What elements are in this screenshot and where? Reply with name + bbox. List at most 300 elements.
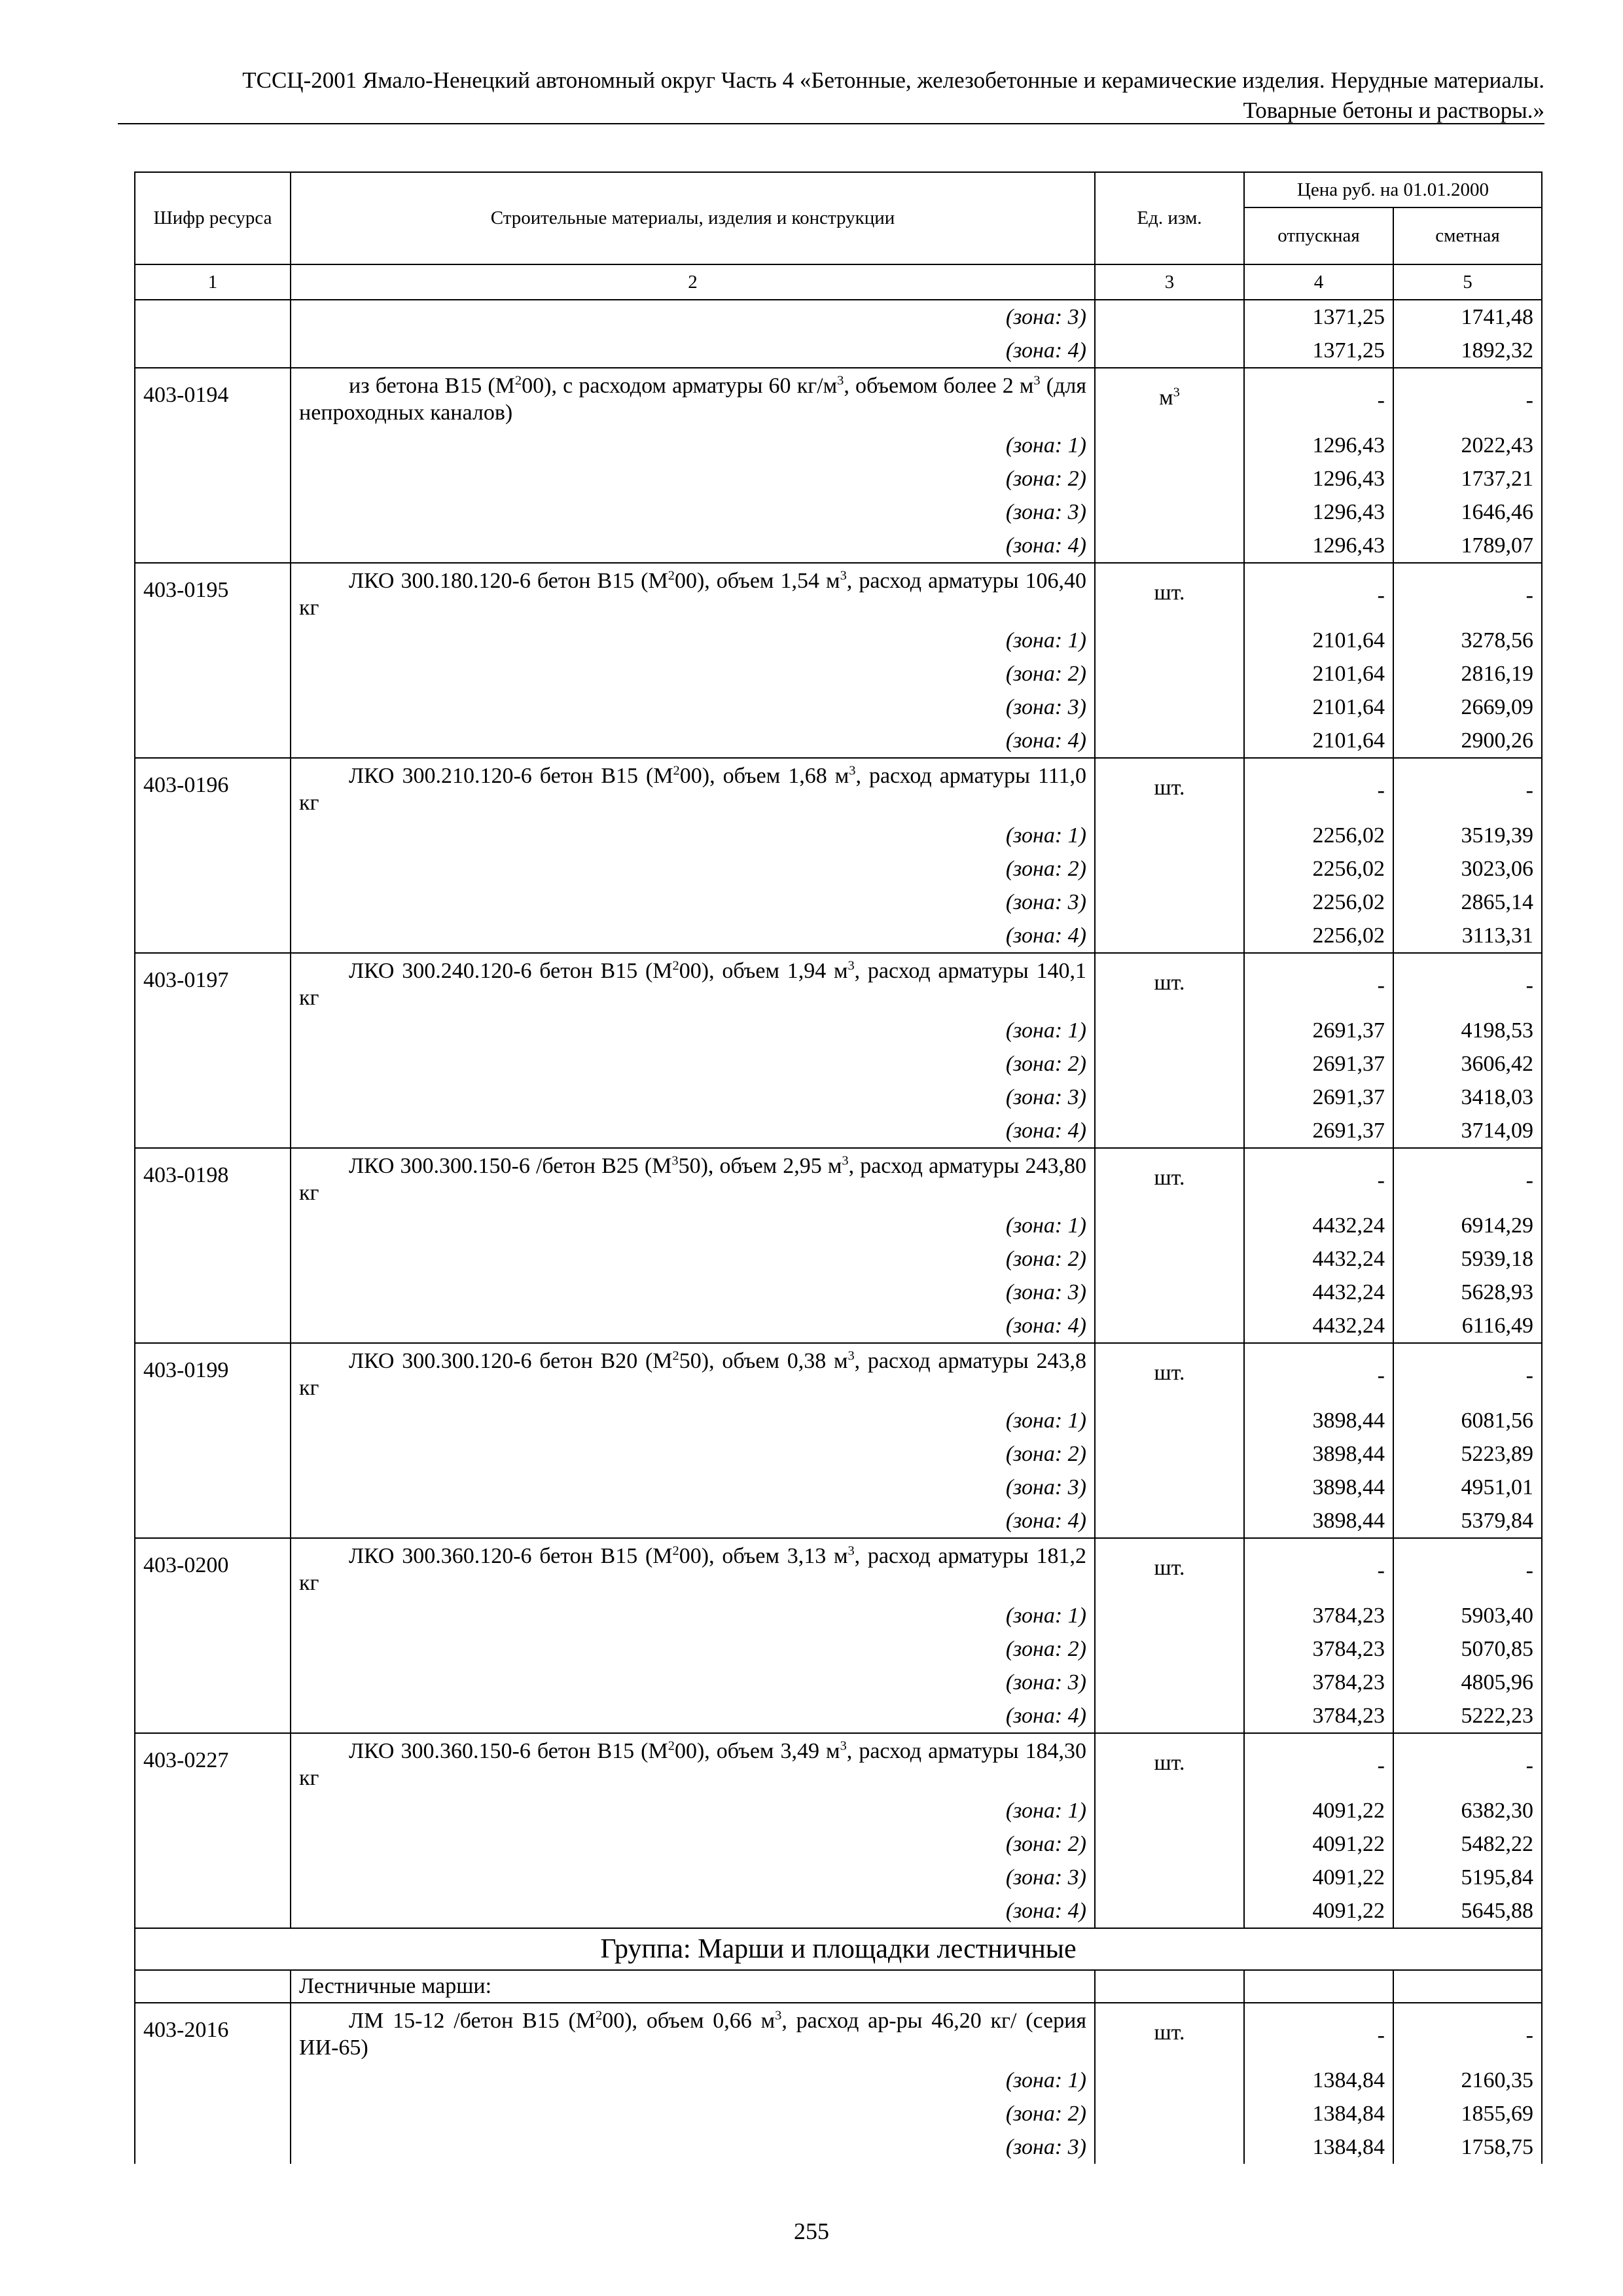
release-price: -: [1244, 368, 1393, 429]
item-row: [135, 368, 1542, 429]
zone-label: (зона: 1): [291, 1599, 1095, 1632]
col-number: 4: [1244, 264, 1393, 300]
zone-label: (зона: 2): [291, 1827, 1095, 1861]
release-price: 1296,43: [1244, 429, 1393, 462]
unit-cell-empty: [1095, 495, 1244, 529]
group-row: [135, 1928, 1542, 1970]
unit-cell-empty: [1095, 2097, 1244, 2130]
zone-label: (зона: 4): [291, 724, 1095, 758]
zone-row: [135, 1242, 1542, 1276]
unit-of-measure: шт.: [1095, 1733, 1244, 1794]
zone-row: [135, 2130, 1542, 2164]
estimate-price: -: [1393, 1343, 1542, 1404]
estimate-price: 1789,07: [1393, 529, 1542, 563]
resource-code: 403-0199: [135, 1343, 291, 1404]
col-number: 5: [1393, 264, 1542, 300]
code-cell-empty: [135, 1047, 291, 1081]
estimate-price: 3606,42: [1393, 1047, 1542, 1081]
zone-row: [135, 429, 1542, 462]
release-price: -: [1244, 1148, 1393, 1209]
release-price: 3784,23: [1244, 1666, 1393, 1699]
estimate-price: 1855,69: [1393, 2097, 1542, 2130]
zone-label: (зона: 1): [291, 1404, 1095, 1437]
estimate-price: 5222,23: [1393, 1699, 1542, 1733]
item-description: ЛКО 300.300.150-6 /бетон В25 $(М^350)$, объем 2,95 $м^3$, расход арматуры 243,80 кг: [291, 1148, 1095, 1209]
code-cell-empty: [135, 1699, 291, 1733]
zone-label: (зона: 1): [291, 2064, 1095, 2097]
unit-cell-empty: [1095, 1632, 1244, 1666]
resource-code: 403-0198: [135, 1148, 291, 1209]
item-description: из бетона В15 $(М^200)$, с расходом арматуры 60 $кг/м^3$, объемом более 2 $м^3$ (для непроходных каналов): [291, 368, 1095, 429]
code-cell-empty: [135, 1242, 291, 1276]
col-header-estimate: сметная: [1393, 207, 1542, 264]
zone-label: (зона: 3): [291, 495, 1095, 529]
zone-label: (зона: 3): [291, 1471, 1095, 1504]
release-price: 3898,44: [1244, 1504, 1393, 1538]
unit-cell-empty: [1095, 886, 1244, 919]
header-line-1: ТССЦ-2001 Ямало-Ненецкий автономный округ Часть 4 «Бетонные, железобетонные и керамические изделия. Нерудные материалы.: [242, 67, 1544, 93]
zone-row: [135, 1437, 1542, 1471]
release-price: -: [1244, 1538, 1393, 1599]
unit-cell-empty: [1095, 919, 1244, 953]
release-price: 4091,22: [1244, 1894, 1393, 1928]
estimate-price: -: [1393, 2003, 1542, 2064]
zone-row: [135, 495, 1542, 529]
zone-label: (зона: 3): [291, 1081, 1095, 1114]
code-cell-empty: [135, 1081, 291, 1114]
subgroup-title: Лестничные марши:: [291, 1970, 1095, 2003]
group-title: Группа: Марши и площадки лестничные: [135, 1928, 1542, 1970]
zone-row: [135, 1794, 1542, 1827]
zone-label: (зона: 1): [291, 1014, 1095, 1047]
code-cell-empty: [135, 1827, 291, 1861]
page-number: 255: [794, 2218, 829, 2244]
unit-cell-empty: [1095, 1794, 1244, 1827]
code-cell-empty: [135, 1404, 291, 1437]
release-price: -: [1244, 1343, 1393, 1404]
release-price: 3784,23: [1244, 1632, 1393, 1666]
zone-row: [135, 1894, 1542, 1928]
unit-of-measure: шт.: [1095, 953, 1244, 1014]
zone-row: [135, 1081, 1542, 1114]
zone-label: (зона: 2): [291, 462, 1095, 495]
estimate-price: 2669,09: [1393, 691, 1542, 724]
zone-row: [135, 1861, 1542, 1894]
release-price: 2101,64: [1244, 724, 1393, 758]
unit-cell-empty: [1095, 1471, 1244, 1504]
zone-row: [135, 691, 1542, 724]
estimate-price: 3113,31: [1393, 919, 1542, 953]
code-cell-empty: [135, 2064, 291, 2097]
zone-label: (зона: 2): [291, 657, 1095, 691]
estimate-price: 5223,89: [1393, 1437, 1542, 1471]
code-cell-empty: [135, 2097, 291, 2130]
price-cell-empty: [1393, 1970, 1542, 2003]
release-price: -: [1244, 1733, 1393, 1794]
item-description: ЛКО 300.210.120-6 бетон В15 $(М^200)$, объем 1,68 $м^3$, расход арматуры 111,0 кг: [291, 758, 1095, 819]
release-price: -: [1244, 2003, 1393, 2064]
zone-row: [135, 462, 1542, 495]
zone-label: (зона: 2): [291, 1047, 1095, 1081]
unit-of-measure: шт.: [1095, 563, 1244, 624]
code-cell-empty: [135, 1894, 291, 1928]
code-cell-empty: [135, 1861, 291, 1894]
col-header-code: Шифр ресурса: [135, 172, 291, 264]
release-price: 1371,25: [1244, 334, 1393, 368]
code-cell-empty: [135, 852, 291, 886]
release-price: 1371,25: [1244, 300, 1393, 334]
unit-cell-empty: [1095, 624, 1244, 657]
zone-row: [135, 1471, 1542, 1504]
resource-code: 403-0197: [135, 953, 291, 1014]
zone-row: [135, 624, 1542, 657]
running-header: [118, 65, 1544, 126]
release-price: 2691,37: [1244, 1114, 1393, 1148]
item-row: [135, 758, 1542, 819]
item-row: [135, 1148, 1542, 1209]
estimate-price: 2900,26: [1393, 724, 1542, 758]
zone-label: (зона: 3): [291, 1861, 1095, 1894]
unit-cell-empty: [1095, 429, 1244, 462]
subgroup-row: [135, 1970, 1542, 2003]
zone-row: [135, 657, 1542, 691]
resource-code: 403-0200: [135, 1538, 291, 1599]
unit-cell-empty: [1095, 1894, 1244, 1928]
code-cell-empty: [135, 919, 291, 953]
zone-row: [135, 1632, 1542, 1666]
code-cell-empty: [135, 1276, 291, 1309]
release-price: 1384,84: [1244, 2064, 1393, 2097]
unit-cell-empty: [1095, 1047, 1244, 1081]
unit-cell-empty: [1095, 334, 1244, 368]
release-price: 3898,44: [1244, 1437, 1393, 1471]
code-cell-empty: [135, 1437, 291, 1471]
resource-code: 403-0195: [135, 563, 291, 624]
code-cell-empty: [135, 1504, 291, 1538]
unit-cell-empty: [1095, 1504, 1244, 1538]
unit-cell-empty: [1095, 819, 1244, 852]
zone-row: [135, 1404, 1542, 1437]
unit-cell-empty: [1095, 1699, 1244, 1733]
resource-code: 403-0227: [135, 1733, 291, 1794]
release-price: 2101,64: [1244, 624, 1393, 657]
zone-row: [135, 1599, 1542, 1632]
zone-row: [135, 1309, 1542, 1343]
release-price: 1296,43: [1244, 462, 1393, 495]
estimate-price: 3418,03: [1393, 1081, 1542, 1114]
estimate-price: 1892,32: [1393, 334, 1542, 368]
release-price: 2691,37: [1244, 1047, 1393, 1081]
unit-cell-empty: [1095, 1861, 1244, 1894]
col-header-name: Строительные материалы, изделия и конструкции: [291, 172, 1095, 264]
col-header-price: Цена руб. на 01.01.2000: [1244, 172, 1542, 207]
code-cell-empty: [135, 300, 291, 334]
release-price: 2691,37: [1244, 1081, 1393, 1114]
estimate-price: 5482,22: [1393, 1827, 1542, 1861]
estimate-price: 2160,35: [1393, 2064, 1542, 2097]
zone-label: (зона: 3): [291, 1666, 1095, 1699]
estimate-price: 6081,56: [1393, 1404, 1542, 1437]
item-description: ЛКО 300.360.120-6 бетон В15 $(М^200)$, объем 3,13 $м^3$, расход арматуры 181,2 кг: [291, 1538, 1095, 1599]
code-cell-empty: [135, 724, 291, 758]
estimate-price: 5070,85: [1393, 1632, 1542, 1666]
unit-cell-empty: [1095, 529, 1244, 563]
col-number: 1: [135, 264, 291, 300]
zone-row: [135, 300, 1542, 334]
unit-cell-empty: [1095, 1970, 1244, 2003]
zone-row: [135, 1209, 1542, 1242]
code-cell-empty: [135, 495, 291, 529]
price-table-head: [135, 172, 1542, 300]
zone-row: [135, 1114, 1542, 1148]
code-cell-empty: [135, 1114, 291, 1148]
zone-label: (зона: 1): [291, 1209, 1095, 1242]
zone-label: (зона: 3): [291, 886, 1095, 919]
unit-of-measure: шт.: [1095, 1343, 1244, 1404]
unit-of-measure: шт.: [1095, 758, 1244, 819]
release-price: 4432,24: [1244, 1209, 1393, 1242]
estimate-price: 6116,49: [1393, 1309, 1542, 1343]
unit-cell-empty: [1095, 300, 1244, 334]
release-price: 1384,84: [1244, 2097, 1393, 2130]
code-cell-empty: [135, 529, 291, 563]
unit-cell-empty: [1095, 1014, 1244, 1047]
unit-cell-empty: [1095, 691, 1244, 724]
estimate-price: 6382,30: [1393, 1794, 1542, 1827]
unit-cell-empty: [1095, 1081, 1244, 1114]
resource-code: 403-0196: [135, 758, 291, 819]
zone-label: (зона: 2): [291, 852, 1095, 886]
col-header-release: отпускная: [1244, 207, 1393, 264]
estimate-price: -: [1393, 1148, 1542, 1209]
release-price: 1296,43: [1244, 495, 1393, 529]
zone-row: [135, 1699, 1542, 1733]
zone-label: (зона: 4): [291, 529, 1095, 563]
header-rule: [118, 123, 1544, 124]
unit-cell-empty: [1095, 2130, 1244, 2164]
zone-label: (зона: 3): [291, 300, 1095, 334]
release-price: 2256,02: [1244, 819, 1393, 852]
col-number: 3: [1095, 264, 1244, 300]
item-row: [135, 1733, 1542, 1794]
code-cell-empty: [135, 1014, 291, 1047]
code-cell-empty: [135, 429, 291, 462]
resource-code: 403-0194: [135, 368, 291, 429]
release-price: 2101,64: [1244, 691, 1393, 724]
release-price: 1296,43: [1244, 529, 1393, 563]
estimate-price: 1646,46: [1393, 495, 1542, 529]
zone-label: (зона: 4): [291, 334, 1095, 368]
item-row: [135, 2003, 1542, 2064]
unit-of-measure: $м^3$: [1095, 368, 1244, 429]
zone-label: (зона: 2): [291, 1437, 1095, 1471]
estimate-price: 5379,84: [1393, 1504, 1542, 1538]
zone-label: (зона: 4): [291, 1894, 1095, 1928]
unit-cell-empty: [1095, 1599, 1244, 1632]
price-cell-empty: [1244, 1970, 1393, 2003]
code-cell-empty: [135, 819, 291, 852]
code-cell-empty: [135, 1309, 291, 1343]
code-cell-empty: [135, 1599, 291, 1632]
code-cell-empty: [135, 334, 291, 368]
zone-label: (зона: 2): [291, 1242, 1095, 1276]
item-description: ЛКО 300.180.120-6 бетон В15 $(М^200)$, объем 1,54 $м^3$, расход арматуры 106,40 кг: [291, 563, 1095, 624]
zone-label: (зона: 4): [291, 1504, 1095, 1538]
unit-of-measure: шт.: [1095, 1148, 1244, 1209]
estimate-price: 3714,09: [1393, 1114, 1542, 1148]
item-description: ЛКО 300.300.120-6 бетон В20 $(М^250)$, объем 0,38 $м^3$, расход арматуры 243,8 кг: [291, 1343, 1095, 1404]
zone-label: (зона: 3): [291, 1276, 1095, 1309]
unit-of-measure: шт.: [1095, 2003, 1244, 2064]
code-cell-empty: [135, 1209, 291, 1242]
release-price: 1384,84: [1244, 2130, 1393, 2164]
price-table: [134, 171, 1543, 2164]
zone-row: [135, 919, 1542, 953]
release-price: 2256,02: [1244, 919, 1393, 953]
unit-cell-empty: [1095, 1114, 1244, 1148]
code-cell-empty: [135, 657, 291, 691]
estimate-price: 3278,56: [1393, 624, 1542, 657]
estimate-price: -: [1393, 368, 1542, 429]
item-description: ЛМ 15-12 /бетон В15 $(М^200)$, объем 0,66 $м^3$, расход ар-ры 46,20 кг/ (серия ИИ-65): [291, 2003, 1095, 2064]
price-table-body: [135, 300, 1542, 2164]
release-price: 2691,37: [1244, 1014, 1393, 1047]
zone-label: (зона: 4): [291, 1114, 1095, 1148]
release-price: -: [1244, 758, 1393, 819]
code-cell-empty: [135, 1666, 291, 1699]
unit-cell-empty: [1095, 1666, 1244, 1699]
resource-code: 403-2016: [135, 2003, 291, 2064]
release-price: 4432,24: [1244, 1309, 1393, 1343]
zone-label: (зона: 2): [291, 1632, 1095, 1666]
zone-row: [135, 886, 1542, 919]
estimate-price: -: [1393, 1733, 1542, 1794]
code-cell-empty: [135, 1471, 291, 1504]
unit-cell-empty: [1095, 1242, 1244, 1276]
code-cell-empty: [135, 1632, 291, 1666]
estimate-price: 1741,48: [1393, 300, 1542, 334]
zone-row: [135, 1276, 1542, 1309]
estimate-price: 3023,06: [1393, 852, 1542, 886]
unit-cell-empty: [1095, 1209, 1244, 1242]
estimate-price: 4198,53: [1393, 1014, 1542, 1047]
zone-row: [135, 529, 1542, 563]
estimate-price: 2816,19: [1393, 657, 1542, 691]
release-price: 3784,23: [1244, 1699, 1393, 1733]
estimate-price: -: [1393, 953, 1542, 1014]
zone-label: (зона: 4): [291, 919, 1095, 953]
unit-cell-empty: [1095, 1276, 1244, 1309]
release-price: -: [1244, 563, 1393, 624]
release-price: 2256,02: [1244, 852, 1393, 886]
release-price: 4091,22: [1244, 1794, 1393, 1827]
release-price: -: [1244, 953, 1393, 1014]
unit-cell-empty: [1095, 724, 1244, 758]
estimate-price: 1758,75: [1393, 2130, 1542, 2164]
zone-row: [135, 334, 1542, 368]
zone-label: (зона: 1): [291, 624, 1095, 657]
unit-cell-empty: [1095, 1827, 1244, 1861]
estimate-price: 4951,01: [1393, 1471, 1542, 1504]
unit-cell-empty: [1095, 657, 1244, 691]
unit-cell-empty: [1095, 462, 1244, 495]
code-cell-empty: [135, 1794, 291, 1827]
release-price: 4091,22: [1244, 1861, 1393, 1894]
release-price: 3784,23: [1244, 1599, 1393, 1632]
zone-row: [135, 1047, 1542, 1081]
zone-label: (зона: 1): [291, 429, 1095, 462]
item-description: ЛКО 300.240.120-6 бетон В15 $(М^200)$, объем 1,94 $м^3$, расход арматуры 140,1 кг: [291, 953, 1095, 1014]
zone-row: [135, 1014, 1542, 1047]
release-price: 3898,44: [1244, 1471, 1393, 1504]
zone-row: [135, 2097, 1542, 2130]
estimate-price: 3519,39: [1393, 819, 1542, 852]
code-cell-empty: [135, 886, 291, 919]
item-row: [135, 1343, 1542, 1404]
item-row: [135, 953, 1542, 1014]
unit-cell-empty: [1095, 1309, 1244, 1343]
estimate-price: 5903,40: [1393, 1599, 1542, 1632]
unit-cell-empty: [1095, 2064, 1244, 2097]
zone-row: [135, 1827, 1542, 1861]
code-cell-empty: [135, 624, 291, 657]
zone-label: (зона: 1): [291, 819, 1095, 852]
estimate-price: 2865,14: [1393, 886, 1542, 919]
estimate-price: 4805,96: [1393, 1666, 1542, 1699]
col-number: 2: [291, 264, 1095, 300]
zone-row: [135, 819, 1542, 852]
unit-cell-empty: [1095, 852, 1244, 886]
unit-cell-empty: [1095, 1404, 1244, 1437]
estimate-price: 5195,84: [1393, 1861, 1542, 1894]
zone-label: (зона: 4): [291, 1309, 1095, 1343]
release-price: 4091,22: [1244, 1827, 1393, 1861]
code-cell-empty: [135, 462, 291, 495]
zone-row: [135, 2064, 1542, 2097]
zone-row: [135, 1504, 1542, 1538]
estimate-price: -: [1393, 563, 1542, 624]
zone-row: [135, 1666, 1542, 1699]
zone-row: [135, 852, 1542, 886]
estimate-price: 5628,93: [1393, 1276, 1542, 1309]
code-cell-empty: [135, 2130, 291, 2164]
item-description: ЛКО 300.360.150-6 бетон В15 $(М^200)$, объем 3,49 $м^3$, расход арматуры 184,30 кг: [291, 1733, 1095, 1794]
zone-label: (зона: 3): [291, 2130, 1095, 2164]
release-price: 3898,44: [1244, 1404, 1393, 1437]
estimate-price: -: [1393, 1538, 1542, 1599]
estimate-price: -: [1393, 758, 1542, 819]
estimate-price: 5939,18: [1393, 1242, 1542, 1276]
col-header-unit: Ед. изм.: [1095, 172, 1244, 264]
estimate-price: 5645,88: [1393, 1894, 1542, 1928]
release-price: 2256,02: [1244, 886, 1393, 919]
estimate-price: 6914,29: [1393, 1209, 1542, 1242]
release-price: 4432,24: [1244, 1242, 1393, 1276]
item-row: [135, 563, 1542, 624]
release-price: 4432,24: [1244, 1276, 1393, 1309]
unit-of-measure: шт.: [1095, 1538, 1244, 1599]
code-cell-empty: [135, 691, 291, 724]
release-price: 2101,64: [1244, 657, 1393, 691]
zone-row: [135, 724, 1542, 758]
item-row: [135, 1538, 1542, 1599]
zone-label: (зона: 2): [291, 2097, 1095, 2130]
code-cell-empty: [135, 1970, 291, 2003]
estimate-price: 1737,21: [1393, 462, 1542, 495]
zone-label: (зона: 1): [291, 1794, 1095, 1827]
unit-cell-empty: [1095, 1437, 1244, 1471]
estimate-price: 2022,43: [1393, 429, 1542, 462]
